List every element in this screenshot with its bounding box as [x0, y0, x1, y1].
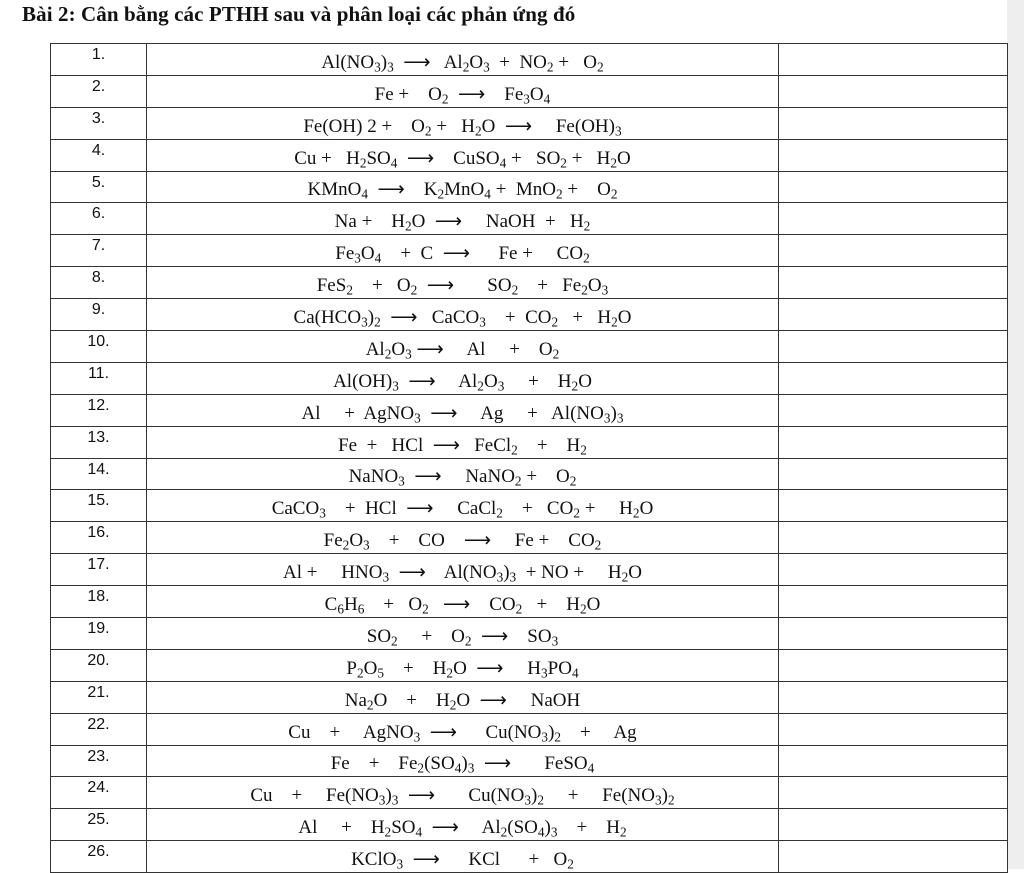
chemical-equation: $C_6H_6$ + $O_2$ ⟶ $CO_2$ + $H_2O$ — [147, 586, 779, 618]
table-row — [51, 586, 1008, 618]
table-row — [51, 267, 1008, 299]
reaction-type-cell — [779, 299, 1008, 331]
reaction-type-cell — [779, 777, 1008, 809]
row-number: 9. — [51, 299, 147, 331]
reaction-type-cell — [779, 745, 1008, 777]
chemical-equation: $Al(OH)_3$ ⟶ $Al_2O_3$ + $H_2O$ — [147, 362, 779, 394]
row-number: 11. — [51, 362, 147, 394]
chemical-equation: $Cu + H_2SO_4$ ⟶ CuSO$_4$ + $SO_2 + H_2O$ — [147, 139, 779, 171]
row-number: 4. — [51, 139, 147, 171]
chemical-equation: FeS$_2$ + $O_2$ ⟶ $SO_2$ + $Fe_2O_3$ — [147, 267, 779, 299]
chemical-equation: Fe + HCl ⟶ FeCl$_2$ + $H_2$ — [147, 426, 779, 458]
table-row — [51, 75, 1008, 107]
chemical-equation: Al + $H_2SO_4$ ⟶ $Al_2(SO_4)_3$ + $H_2$ — [147, 809, 779, 841]
chemical-equation: Cu + AgNO$_3$ ⟶ $Cu(NO_3)_2$ + Ag — [147, 713, 779, 745]
reaction-type-cell — [779, 618, 1008, 650]
table-row — [51, 841, 1008, 873]
table-row — [51, 458, 1008, 490]
reaction-type-cell — [779, 267, 1008, 299]
row-number: 2. — [51, 75, 147, 107]
table-row — [51, 713, 1008, 745]
reaction-type-cell — [779, 458, 1008, 490]
reaction-type-cell — [779, 681, 1008, 713]
table-row — [51, 331, 1008, 363]
reaction-type-cell — [779, 490, 1008, 522]
page-edge — [1007, 0, 1024, 869]
table-row — [51, 490, 1008, 522]
row-number: 23. — [51, 745, 147, 777]
row-number: 24. — [51, 777, 147, 809]
chemical-equation: Fe + $Fe_2(SO_4)_3$ ⟶ FeSO$_4$ — [147, 745, 779, 777]
row-number: 25. — [51, 809, 147, 841]
reaction-type-cell — [779, 586, 1008, 618]
chemical-equation: Fe(OH) 2 + $O_2 + H_2O$ ⟶ $Fe(OH)_3$ — [147, 107, 779, 139]
reaction-type-cell — [779, 75, 1008, 107]
chemical-equation: $Al_2O_3$ ⟶ Al + $O_2$ — [147, 331, 779, 363]
table-row — [51, 681, 1008, 713]
equations-table — [50, 43, 1008, 873]
chemical-equation: NaNO$_3$ ⟶ NaNO$_2$ + $O_2$ — [147, 458, 779, 490]
table-row — [51, 522, 1008, 554]
table-row — [51, 618, 1008, 650]
chemical-equation: Al + $HNO_3$ ⟶ $Al(NO_3)_3$ + NO + $H_2O$ — [147, 554, 779, 586]
row-number: 8. — [51, 267, 147, 299]
reaction-type-cell — [779, 841, 1008, 873]
table-row — [51, 394, 1008, 426]
reaction-type-cell — [779, 44, 1008, 76]
row-number: 16. — [51, 522, 147, 554]
reaction-type-cell — [779, 426, 1008, 458]
reaction-type-cell — [779, 713, 1008, 745]
reaction-type-cell — [779, 394, 1008, 426]
table-row — [51, 235, 1008, 267]
chemical-equation: $Fe_3O_4$ + C ⟶ Fe + $CO_2$ — [147, 235, 779, 267]
chemical-equation: $Al(NO_3)_3$ ⟶ $Al_2O_3 + NO_2 + O_2$ — [147, 44, 779, 76]
chemical-equation: KMnO$_4$ ⟶ $K_2MnO_4 + MnO_2$ + $O_2$ — [147, 171, 779, 203]
table-row — [51, 809, 1008, 841]
row-number: 21. — [51, 681, 147, 713]
reaction-type-cell — [779, 809, 1008, 841]
chemical-equation: Al + AgNO$_3$ ⟶ Ag + $Al(NO_3)_3$ — [147, 394, 779, 426]
reaction-type-cell — [779, 362, 1008, 394]
reaction-type-cell — [779, 554, 1008, 586]
reaction-type-cell — [779, 107, 1008, 139]
table-row — [51, 362, 1008, 394]
chemical-equation: $Fe_2O_3$ + CO ⟶ Fe + $CO_2$ — [147, 522, 779, 554]
row-number: 3. — [51, 107, 147, 139]
chemical-equation: $Na_2O$ + $H_2O$ ⟶ NaOH — [147, 681, 779, 713]
row-number: 13. — [51, 426, 147, 458]
table-row — [51, 426, 1008, 458]
chemical-equation: $SO_2$ + $O_2$ ⟶ $SO_3$ — [147, 618, 779, 650]
table-row — [51, 171, 1008, 203]
reaction-type-cell — [779, 171, 1008, 203]
row-number: 19. — [51, 618, 147, 650]
row-number: 1. — [51, 44, 147, 76]
table-row — [51, 554, 1008, 586]
table-row — [51, 745, 1008, 777]
table-row — [51, 299, 1008, 331]
chemical-equation: Cu + $Fe(NO_3)_3$ ⟶ $Cu(NO_3)_2$ + $Fe(NO_3)_2$ — [147, 777, 779, 809]
reaction-type-cell — [779, 235, 1008, 267]
row-number: 14. — [51, 458, 147, 490]
row-number: 17. — [51, 554, 147, 586]
exercise-title: Bài 2: Cân bằng các PTHH sau và phân loại các phản ứng đó — [22, 2, 576, 26]
table-row — [51, 777, 1008, 809]
chemical-equation: $P_2O_5$ + $H_2O$ ⟶ $H_3PO_4$ — [147, 649, 779, 681]
row-number: 18. — [51, 586, 147, 618]
reaction-type-cell — [779, 522, 1008, 554]
chemical-equation: Fe + $O_2$ ⟶ $Fe_3O_4$ — [147, 75, 779, 107]
row-number: 6. — [51, 203, 147, 235]
table-row — [51, 107, 1008, 139]
table-row — [51, 649, 1008, 681]
row-number: 12. — [51, 394, 147, 426]
row-number: 20. — [51, 649, 147, 681]
row-number: 7. — [51, 235, 147, 267]
row-number: 10. — [51, 331, 147, 363]
row-number: 26. — [51, 841, 147, 873]
table-row — [51, 139, 1008, 171]
reaction-type-cell — [779, 139, 1008, 171]
table-row — [51, 44, 1008, 76]
reaction-type-cell — [779, 331, 1008, 363]
row-number: 15. — [51, 490, 147, 522]
reaction-type-cell — [779, 203, 1008, 235]
chemical-equation: CaCO$_3$ + HCl ⟶ CaCl$_2$ + $CO_2$ + $H_2O$ — [147, 490, 779, 522]
chemical-equation: Na + $H_2O$ ⟶ NaOH + $H_2$ — [147, 203, 779, 235]
row-number: 22. — [51, 713, 147, 745]
chemical-equation: KClO$_3$ ⟶ KCl + $O_2$ — [147, 841, 779, 873]
table-row — [51, 203, 1008, 235]
reaction-type-cell — [779, 649, 1008, 681]
row-number: 5. — [51, 171, 147, 203]
chemical-equation: $Ca(HCO_3)_2$ ⟶ CaCO$_3$ + $CO_2 + H_2O$ — [147, 299, 779, 331]
